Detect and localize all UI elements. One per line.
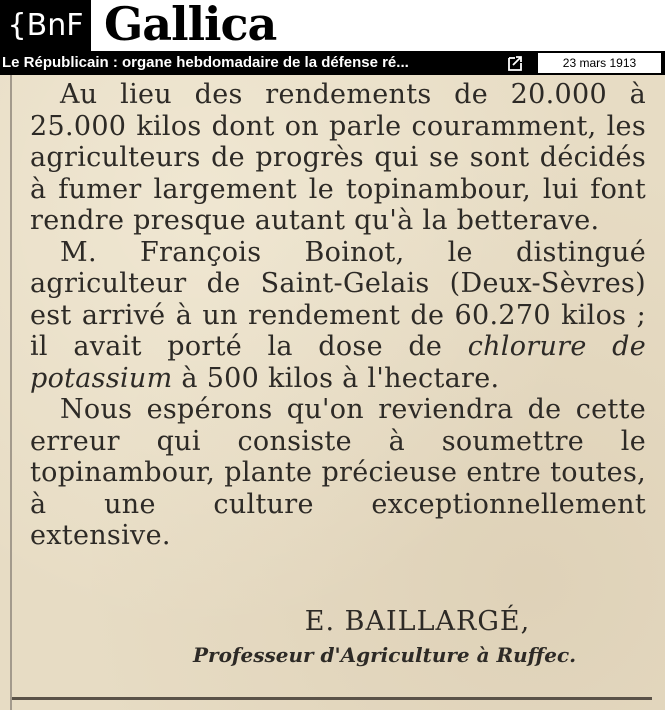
author-signature: E. BAILLARGÉ, <box>304 606 531 637</box>
paragraph-2-end: à 500 kilos à l'hectare. <box>181 362 500 394</box>
paragraph-1: Au lieu des rendements de 20.000 à 25.000 kilos dont on parle couramment, les agriculteurs de progrès qui se sont décidés à fumer largement le topinambour, lui font rendre presque autant qu'à la betterave. <box>30 79 646 236</box>
gallica-logo[interactable]: Gallica <box>104 0 277 51</box>
paragraph-3: Nous espérons qu'on reviendra de cette erreur qui consiste à soumettre le topinambour, plante précieuse entre toutes, à une culture exceptionnellement extensive. <box>30 394 646 551</box>
author-affiliation: Professeur d'Agriculture à Ruffec. <box>193 643 577 667</box>
article-text <box>30 79 646 552</box>
bnf-logo[interactable]: {BnF <box>0 0 91 51</box>
newspaper-clipping <box>0 75 665 710</box>
brand-header <box>0 0 665 52</box>
share-icon <box>506 54 524 72</box>
bottom-rule <box>12 697 652 700</box>
share-button[interactable] <box>504 53 526 73</box>
date-badge: 23 mars 1913 <box>538 53 661 73</box>
document-title-bar <box>0 51 665 75</box>
paragraph-2 <box>30 237 646 395</box>
document-title: Le Républicain : organe hebdomadaire de la défense ré... <box>2 54 409 71</box>
paragraph-2-italic: chlorure de potassium <box>30 331 647 394</box>
paragraph-2-text: M. François Boinot, le distingué agriculteur de Saint-Gelais (Deux-Sèvres) est arrivé à un rendement de 60.270 kilos ; il avait porté la dose de <box>30 236 646 362</box>
